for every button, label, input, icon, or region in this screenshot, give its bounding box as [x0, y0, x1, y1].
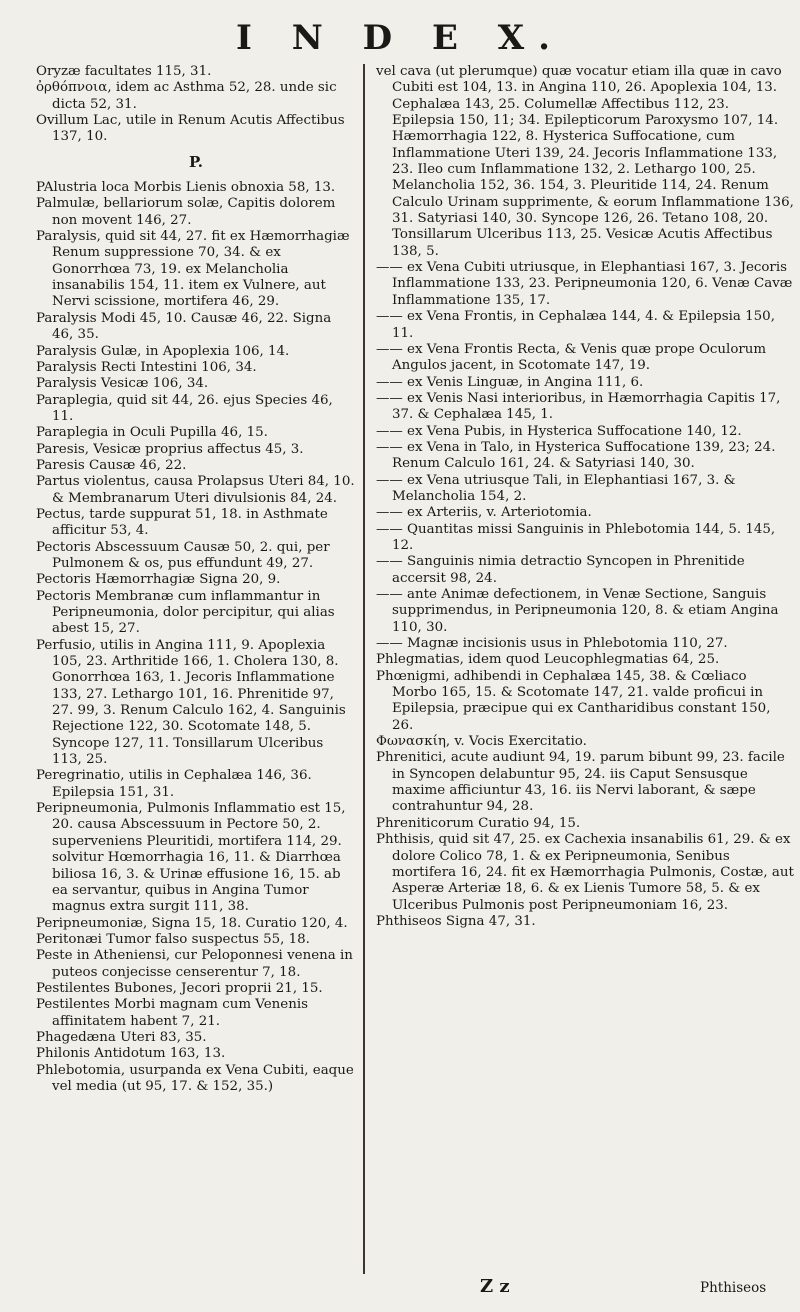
index-entry: —— Magnæ incisionis usus in Phlebotomia 110, 27.: [376, 636, 728, 652]
index-entry: Phlebotomia, usurpanda ex Vena Cubiti, eaque vel media (ut 95, 17. & 152, 35.): [36, 1062, 354, 1094]
index-entry: —— Sanguinis nimia detractio Syncopen in Phrenitide accersit 98, 24.: [376, 554, 745, 586]
index-entry: —— ex Venis Nasi interioribus, in Hæmorrhagia Capitis 17, 37. & Cephalæa 145, 1.: [376, 390, 781, 423]
left-column: [36, 64, 356, 1278]
index-entry: —— ex Venis Linguæ, in Angina 111, 6.: [376, 374, 644, 390]
index-entry: Phreniticorum Curatio 94, 15.: [376, 815, 581, 831]
index-entry: Perfusio, utilis in Angina 111, 9. Apoplexia 105, 23. Arthritide 166, 1. Cholera 130, 8. Gonorrhœa 163, 1. Jecoris Inflammatione 133, 27. Lethargo 101, 16. Phrenitide 97, 27. 99, 3. Renum Calculo 162, 4. Sanguinis Rejectione 122, 30. Scotomate 148, 5. Syncope 127, 11. Tonsillarum Ulceribus 113, 25.: [36, 637, 346, 768]
index-entry: Palmulæ, bellariorum solæ, Capitis dolorem non movent 146, 27.: [36, 196, 336, 228]
index-entry: Paralysis Recti Intestini 106, 34.: [36, 359, 257, 375]
index-entry: Peripneumoniæ, Signa 15, 18. Curatio 120, 4.: [36, 915, 348, 931]
index-entry: Phthisis, quid sit 47, 25. ex Cachexia insanabilis 61, 29. & ex dolore Colico 78, 1. & ex Peripneumonia, Senibus mortifera 16, 24. fit ex Hæmorrhagia Pulmonis, Costæ, aut Asperæ Arteriæ 18, 6. & ex Lienis Tumore 58, 5. & ex Ulceribus Pulmonis post Peripneumoniam 16, 23.: [376, 832, 794, 913]
index-entry: PAlustria loca Morbis Lienis obnoxia 58, 13.: [36, 180, 336, 196]
index-entry: Oryzæ facultates 115, 31.: [36, 64, 212, 79]
index-entry: Paraplegia in Oculi Pupilla 46, 15.: [36, 425, 268, 441]
index-entry: Peritonæi Tumor falso suspectus 55, 18.: [36, 931, 310, 947]
index-entry: Paralysis, quid sit 44, 27. fit ex Hæmorrhagiæ Renum suppressione 70, 34. & ex Gonorrhœa 73, 19. ex Melancholia insanabilis 154, 11. item ex Vulnere, aut Nervi scissione, mortifera 46, 29.: [36, 229, 350, 310]
section-letter: P.: [188, 152, 204, 171]
index-entry: —— ex Vena Pubis, in Hysterica Suffocatione 140, 12.: [376, 423, 742, 439]
index-entry: Φωνασκίη, v. Vocis Exercitatio.: [376, 734, 587, 750]
index-entry: Paralysis Modi 45, 10. Causæ 46, 22. Signa 46, 35.: [36, 310, 332, 343]
index-entry: Pectoris Membranæ cum inflammantur in Peripneumonia, dolor percipitur, qui alias abest 15, 27.: [36, 588, 335, 637]
index-entry: Philonis Antidotum 163, 13.: [36, 1046, 226, 1062]
index-entry: —— ante Animæ defectionem, in Venæ Sectione, Sanguis supprimendus, in Peripneumonia 120, 8. & etiam Angina 110, 30.: [376, 587, 779, 635]
page-title: I N D E X.: [236, 18, 564, 58]
index-entry: Pectus, tarde suppurat 51, 18. in Asthmate afficitur 53, 4.: [36, 506, 328, 539]
index-entry: Pectoris Hæmorrhagiæ Signa 20, 9.: [36, 572, 281, 588]
index-entry: Peripneumonia, Pulmonis Inflammatio est 15, 20. causa Abscessuum in Pectore 50, 2. superveniens Pleuritidi, mortifera 114, 29. solvitur Hœmorrhagia 16, 11. & Diarrhœa biliosa 16, 3. & Urinæ effusione 16, 15. ab ea servantur, quibus in Angina Tumor magnus extra surgit 111, 38.: [36, 801, 346, 915]
index-entry: ὀρθόπνοια, idem ac Asthma 52, 28. unde sic dicta 52, 31.: [36, 80, 337, 112]
index-entry: Paralysis Vesicæ 106, 34.: [36, 376, 209, 392]
column-divider: [363, 64, 365, 1274]
index-entry: Phœnigmi, adhibendi in Cephalæa 145, 38. & Cœliaco Morbo 165, 15. & Scotomate 147, 21. valde proficui in Epilepsia, præcipue qui ex Cantharidibus constant 150, 26.: [376, 668, 771, 733]
index-entry: Phlegmatias, idem quod Leucophlegmatias 64, 25.: [376, 652, 720, 668]
index-entry: Ovillum Lac, utile in Renum Acutis Affectibus 137, 10.: [36, 113, 345, 145]
index-entry: Partus violentus, causa Prolapsus Uteri 84, 10. & Membranarum Uteri divulsionis 84, 24.: [36, 474, 355, 506]
index-entry: Phagedæna Uteri 83, 35.: [36, 1029, 207, 1045]
index-entry: vel cava (ut plerumque) quæ vocatur etiam illa quæ in cavo Cubiti est 104, 13. in Angina 110, 26. Apoplexia 104, 13. Cephalæa 143, 25. Columellæ Affectibus 112, 23. Epilepsia 150, 11; 34. Epilepticorum Paroxysmo 107, 14. Hæmorrhagia 122, 8. Hysterica Suffocatione, cum Inflammatione Uteri 139, 24. Jecoris Inflammatione 133, 23. Ileo cum Inflammatione 132, 2. Lethargo 100, 25. Melancholia 152, 36. 154, 3. Pleuritide 114, 24. Renum Calculo Urinam supprimente, & eorum Inflammatione 136, 31. Satyriasi 140, 30. Syncope 126, 26. Tetano 108, 20. Tonsillarum Ulceribus 113, 25. Vesicæ Acutis Affectibus 138, 5.: [376, 64, 794, 259]
index-entry: —— ex Vena Frontis Recta, & Venis quæ prope Oculorum Angulos jacent, in Scotomate 147, 19.: [376, 341, 767, 374]
index-entry: Paralysis Gulæ, in Apoplexia 106, 14.: [36, 343, 290, 359]
index-entry: Peregrinatio, utilis in Cephalæa 146, 36. Epilepsia 151, 31.: [36, 768, 312, 800]
right-column: [376, 64, 794, 1278]
index-entry: Peste in Atheniensi, cur Peloponnesi venena in puteos conjecisse censerentur 7, 18.: [36, 948, 353, 980]
signature-mark: Z z: [480, 1276, 510, 1297]
index-entry: Pestilentes Morbi magnam cum Venenis affinitatem habent 7, 21.: [36, 997, 309, 1029]
index-entry: Phrenitici, acute audiunt 94, 19. parum bibunt 99, 23. facile in Syncopen delabuntur 95, 24. iis Caput Sensusque maxime afficiuntur 43, 16. iis Nervi laborant, & sæpe contrahuntur 94, 28.: [376, 750, 785, 815]
index-entry: —— Quantitas missi Sanguinis in Phlebotomia 144, 5. 145, 12.: [376, 521, 776, 553]
index-entry: Pectoris Abscessuum Causæ 50, 2. qui, per Pulmonem & os, pus effundunt 49, 27.: [36, 539, 330, 571]
index-entry: —— ex Vena Frontis, in Cephalæa 144, 4. & Epilepsia 150, 11.: [376, 309, 775, 341]
index-entry: —— ex Arteriis, v. Arteriotomia.: [376, 505, 592, 521]
index-entry: Paresis, Vesicæ proprius affectus 45, 3.: [36, 441, 304, 457]
index-entry: Paraplegia, quid sit 44, 26. ejus Species 46, 11.: [36, 392, 333, 424]
index-entry: Phthiseos Signa 47, 31.: [376, 913, 536, 929]
index-entry: —— ex Vena Cubiti utriusque, in Elephantiasi 167, 3. Jecoris Inflammatione 133, 23. Peripneumonia 120, 6. Venæ Cavæ Inflammatione 135, 17.: [376, 260, 793, 308]
index-entry: Paresis Causæ 46, 22.: [36, 457, 187, 473]
catchword: Phthiseos: [700, 1280, 767, 1296]
index-entry: —— ex Vena in Talo, in Hysterica Suffocatione 139, 23; 24. Renum Calculo 161, 24. & Satyriasi 140, 30.: [376, 439, 776, 472]
index-entry: —— ex Vena utriusque Tali, in Elephantiasi 167, 3. & Melancholia 154, 2.: [376, 472, 736, 504]
index-entry: Pestilentes Bubones, Jecori proprii 21, 15.: [36, 980, 323, 996]
